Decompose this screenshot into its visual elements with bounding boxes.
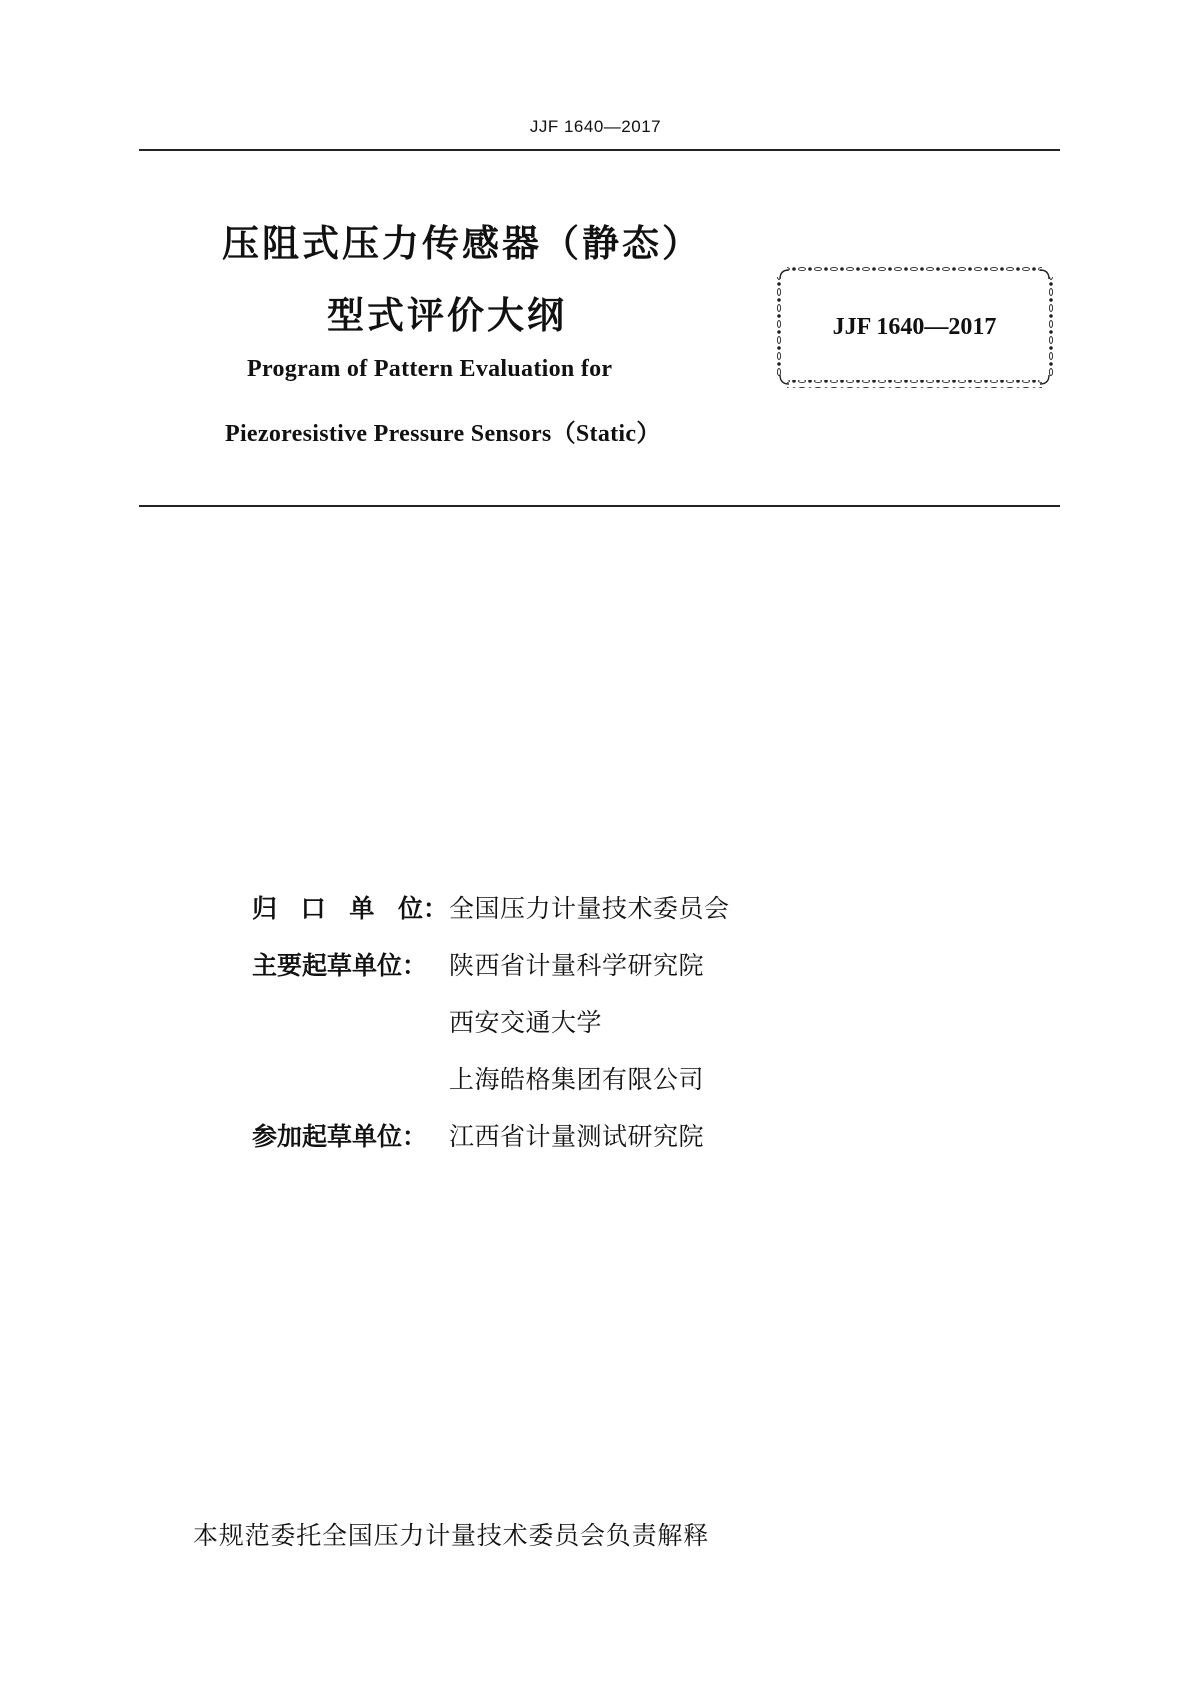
main-drafter-item: 西安交通大学: [449, 1008, 603, 1037]
title-english-line-2: Piezoresistive Pressure Sensors（Static）: [225, 421, 661, 447]
responsible-unit-value: 全国压力计量技术委员会: [449, 894, 730, 923]
title-english-line-1: Program of Pattern Evaluation for: [247, 356, 613, 382]
label-char: 归: [252, 894, 278, 923]
main-drafters-label: 主要起草单位：: [252, 951, 428, 980]
responsible-unit-label: [252, 889, 448, 925]
label-colon: ：: [423, 894, 449, 923]
main-drafter-item: 陕西省计量科学研究院: [449, 951, 705, 980]
label-char: 口: [300, 894, 326, 923]
participating-drafters-label: 参加起草单位：: [252, 1122, 428, 1151]
main-drafter-item: 上海皓格集团有限公司: [449, 1065, 705, 1094]
title-bottom-divider: [139, 505, 1060, 507]
standard-code-label: JJF 1640—2017: [832, 313, 997, 340]
label-char: 单: [349, 894, 375, 923]
title-chinese-line-1: 压阻式压力传感器（静态）: [222, 222, 702, 265]
interpretation-note: 本规范委托全国压力计量技术委员会负责解释: [193, 1521, 710, 1550]
header-standard-code: JJF 1640—2017: [529, 117, 662, 136]
participating-drafter-item: 江西省计量测试研究院: [449, 1122, 705, 1151]
standard-code-box: [775, 265, 1054, 389]
top-divider: [139, 149, 1060, 151]
label-char: 位: [397, 894, 423, 923]
title-chinese-line-2: 型式评价大纲: [327, 294, 567, 337]
